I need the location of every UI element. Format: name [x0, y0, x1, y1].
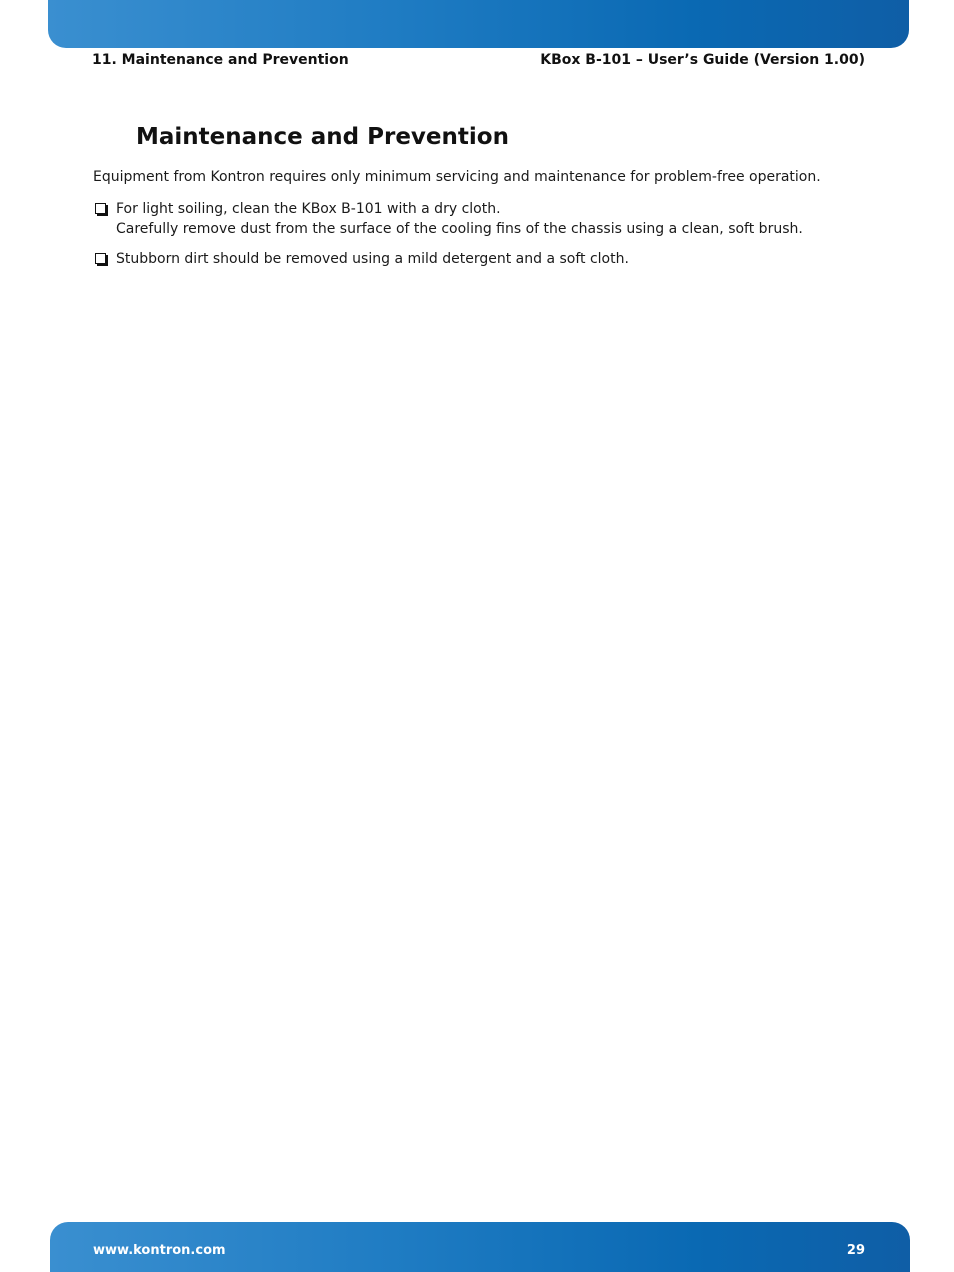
- checkbox-bullet-icon: [95, 253, 106, 264]
- list-item-text: Stubborn dirt should be removed using a mild detergent and a soft cloth.: [116, 251, 629, 267]
- list-item: [93, 249, 803, 269]
- header-section-title: 11. Maintenance and Prevention: [92, 52, 349, 68]
- checkbox-bullet-icon: [95, 203, 106, 214]
- page-number: 29: [846, 1243, 865, 1258]
- footer-website-link[interactable]: www.kontron.com: [93, 1243, 226, 1258]
- maintenance-list: [93, 199, 803, 279]
- intro-paragraph: Equipment from Kontron requires only minimum servicing and maintenance for problem-free operation.: [93, 169, 821, 185]
- list-item: [93, 199, 803, 239]
- header-banner: [48, 0, 909, 48]
- page-title: Maintenance and Prevention: [136, 124, 509, 150]
- header-document-title: KBox B-101 – User’s Guide (Version 1.00): [540, 52, 865, 68]
- list-item-text: For light soiling, clean the KBox B-101 with a dry cloth.: [116, 201, 501, 217]
- list-item-text: Carefully remove dust from the surface of the cooling fins of the chassis using a clean, soft brush.: [116, 221, 803, 237]
